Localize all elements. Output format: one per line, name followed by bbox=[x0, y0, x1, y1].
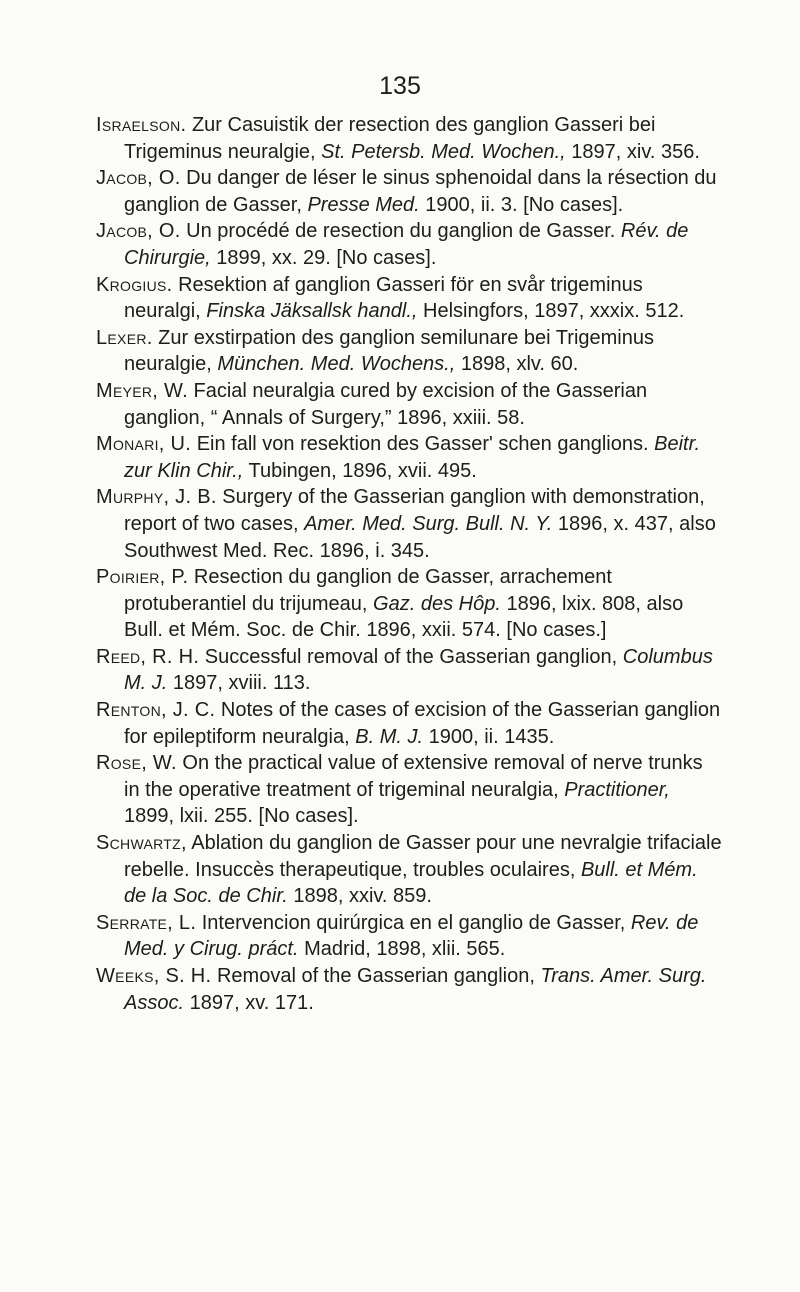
entry-author: Poirier, P. bbox=[96, 566, 189, 589]
entry-title: Du danger de léser le sinus sphenoidal dans la résection du ganglion de Gasser, bbox=[124, 167, 717, 216]
entry-title: Un procédé de resection du ganglion de Gasser. bbox=[186, 220, 616, 243]
entry-cite: Tubingen, 1896, xvii. 495. bbox=[248, 459, 477, 482]
entry-title: Zur Casuistik der resection des ganglion Gasseri bei Trigeminus neuralgie, bbox=[124, 114, 656, 163]
entry-author: Meyer, W. bbox=[96, 379, 188, 402]
bibliography-entry bbox=[96, 378, 722, 431]
entry-author: Schwartz, bbox=[96, 832, 187, 855]
entry-journal: St. Petersb. Med. Wochen., bbox=[321, 140, 566, 163]
entry-author: Rose, W. bbox=[96, 752, 177, 775]
entry-title: Intervencion quirúrgica en el ganglio de Gasser, bbox=[201, 911, 626, 934]
entry-cite: 1897, xviii. 113. bbox=[172, 672, 311, 695]
entry-journal: Rev. de Med. y Cirug. práct. bbox=[124, 911, 699, 961]
entry-author: Krogius. bbox=[96, 273, 173, 296]
entry-cite: Madrid, 1898, xlii. 565. bbox=[304, 938, 506, 961]
entry-title: Ein fall von resektion des Gasser' schen ganglions. bbox=[196, 433, 649, 456]
bibliography-entry bbox=[96, 963, 722, 1016]
entry-author: Lexer. bbox=[96, 326, 153, 349]
entry-cite: 1900, ii. 1435. bbox=[428, 725, 555, 748]
entry-author: Weeks, S. H. bbox=[96, 965, 212, 987]
entry-journal: Practitioner, bbox=[564, 778, 670, 801]
entry-cite: 1900, ii. 3. [No cases]. bbox=[425, 193, 624, 216]
entry-title: Resektion af ganglion Gasseri för en svår trigeminus neuralgi, bbox=[124, 273, 643, 323]
entry-journal: Gaz. des Hôp. bbox=[373, 592, 501, 615]
bibliography-entry bbox=[96, 484, 722, 564]
entry-author: Monari, U. bbox=[96, 433, 192, 456]
bibliography-entry bbox=[96, 218, 722, 271]
entry-author: Jacob, O. bbox=[96, 167, 181, 190]
entry-author: Serrate, L. bbox=[96, 911, 197, 934]
bibliography-entry bbox=[96, 750, 722, 830]
bibliography-entry bbox=[96, 830, 722, 910]
entry-cite: Helsingfors, 1897, xxxix. 512. bbox=[423, 300, 685, 323]
bibliography-entry bbox=[96, 165, 722, 218]
entry-author: Jacob, O. bbox=[96, 220, 181, 243]
bibliography-entry bbox=[96, 564, 722, 644]
entry-cite: 1896, lxix. 808, also Bull. et Mém. Soc. de Chir. 1896, xxii. 574. [No cases.] bbox=[124, 592, 684, 642]
entry-title: Surgery of the Gasserian ganglion with demonstration, report of two cases, bbox=[124, 486, 705, 535]
entry-title: Resection du ganglion de Gasser, arrachement protuberantiel du trijumeau, bbox=[124, 566, 612, 615]
entry-journal: Beitr. zur Klin Chir., bbox=[124, 433, 701, 482]
bibliography-entry bbox=[96, 112, 722, 165]
entry-title: Ablation du ganglion de Gasser pour une nevralgie trifaciale rebelle. Insuccès therapeutique, troubles oculaires, bbox=[124, 832, 722, 881]
bibliography-entry bbox=[96, 910, 722, 963]
entry-journal: München. Med. Wochens., bbox=[217, 353, 456, 376]
entry-cite: 1896, xxiii. 58. bbox=[397, 406, 525, 429]
entry-cite: 1899, xx. 29. [No cases]. bbox=[216, 246, 437, 269]
bibliography-entry bbox=[96, 644, 722, 697]
entry-author: Reed, R. H. bbox=[96, 645, 200, 668]
entry-title: Successful removal of the Gasserian ganglion, bbox=[204, 645, 618, 668]
entry-author: Renton, J. C. bbox=[96, 699, 216, 722]
entry-journal: Bull. et Mém. de la Soc. de Chir. bbox=[124, 858, 698, 908]
entry-journal: Trans. Amer. Surg. Assoc. bbox=[124, 965, 707, 1014]
entry-journal: B. M. J. bbox=[355, 725, 424, 748]
bibliography-entry bbox=[96, 325, 722, 378]
entry-cite: 1897, xv. 171. bbox=[189, 991, 314, 1014]
page-number: 135 bbox=[379, 72, 421, 100]
entry-journal: Amer. Med. Surg. Bull. N. Y. bbox=[304, 512, 553, 535]
bibliography-entry bbox=[96, 272, 722, 325]
entry-journal: Rév. de Chirurgie, bbox=[124, 220, 689, 269]
entry-cite: 1897, xiv. 356. bbox=[571, 140, 700, 163]
entry-title: Removal of the Gasserian ganglion, bbox=[216, 965, 535, 987]
entry-cite: 1898, xlv. 60. bbox=[460, 353, 579, 376]
entry-author: Murphy, J. B. bbox=[96, 486, 217, 509]
bibliography-entry bbox=[96, 431, 722, 484]
entry-cite: 1898, xxiv. 859. bbox=[293, 885, 432, 908]
entry-journal: Finska Jäksallsk handl., bbox=[206, 300, 418, 323]
entry-cite: 1896, x. 437, also Southwest Med. Rec. 1896, i. 345. bbox=[124, 512, 716, 562]
entry-title: Notes of the cases of excision of the Gasserian ganglion for epileptiform neuralgia, bbox=[124, 699, 721, 748]
entry-journal: Columbus M. J. bbox=[124, 645, 713, 695]
bibliography-list bbox=[96, 112, 722, 1016]
entry-title: Zur exstirpation des ganglion semilunare bei Trigeminus neuralgie, bbox=[124, 326, 654, 376]
entry-title: On the practical value of extensive removal of nerve trunks in the operative treatment of trigeminal neuralgia, bbox=[124, 752, 703, 801]
entry-author: Israelson. bbox=[96, 114, 187, 136]
entry-journal: Presse Med. bbox=[307, 193, 420, 216]
bibliography-entry bbox=[96, 697, 722, 750]
entry-title: Facial neuralgia cured by excision of the Gasserian ganglion, “ Annals of Surgery,” bbox=[124, 379, 648, 429]
entry-cite: 1899, lxii. 255. [No cases]. bbox=[124, 805, 359, 828]
